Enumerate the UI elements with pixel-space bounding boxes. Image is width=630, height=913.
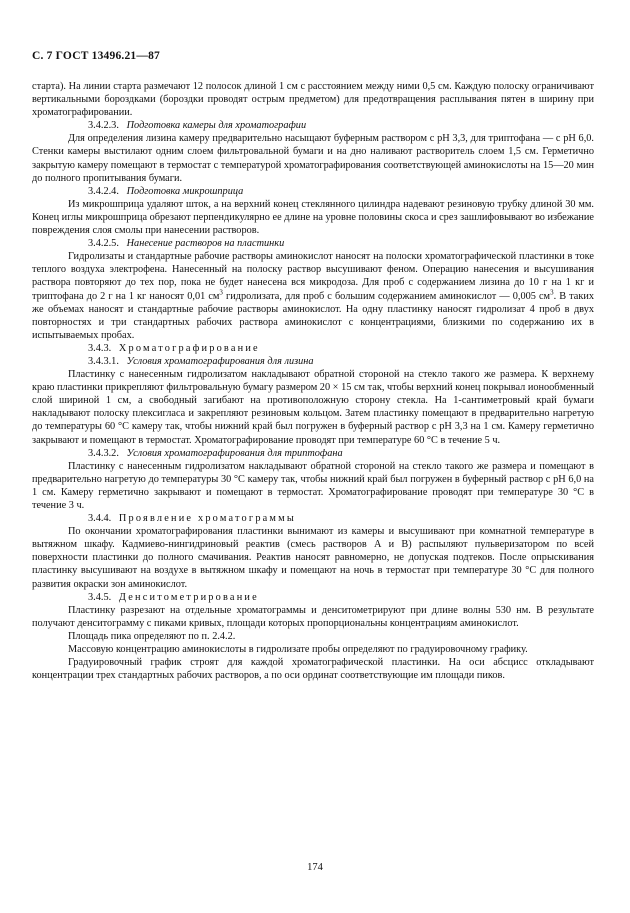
section-title: Денситометрирование	[118, 591, 259, 603]
superscript: 3	[219, 288, 223, 297]
paragraph: Площадь пика определяют по п. 2.4.2.	[68, 630, 236, 642]
section-number: 3.4.2.4.	[88, 185, 119, 197]
section-number: 3.4.2.5.	[88, 238, 119, 250]
section-title: Подготовка камеры для хроматографии	[126, 120, 307, 132]
paragraph: По окончании хроматографирования пластинки вынимают из камеры и высушивают при комнатной температуре в вытяжном шкафу. Кадмиево-нингидриновый реактив (смесь растворов А и В) распыляют пульверизатором по всей поверхности пластинки до полного смачивания. Реактив наносят равномерно, не допуская подтеков. После опрыскивания пластинку высушивают на воздухе в вытяжном шкафу и помещают на ночь в термостат при температуре 30 °С для полного развития окраски зон аминокислот.	[32, 526, 594, 590]
section-number: 3.4.2.3.	[88, 120, 119, 132]
section-heading-3-4-3	[32, 342, 594, 355]
section-heading-3-4-2-4	[32, 185, 594, 198]
section-heading-3-4-5	[32, 591, 594, 604]
paragraph-text: . В таких же объемах наносят и стандартные рабочие растворы аминокислот. На одну пластинку наносят гидролизат 4 проб в двух повторностях и три стандартных рабочих раствора аминокислот с концентрациями, близкими по содержанию их в испытываемых пробах.	[32, 290, 595, 341]
superscript: 3	[550, 288, 554, 297]
section-heading-3-4-2-3	[32, 119, 594, 132]
section-heading-3-4-3-1	[32, 355, 594, 368]
section-number: 3.4.3.2.	[88, 447, 119, 459]
paragraph: Градуировочный график строят для каждой хроматографической пластинки. На оси абсцисс откладывают концентрации трех стандартных рабочих растворов, а по оси ординат соответствующие им площади пиков.	[32, 657, 594, 682]
page-number: 174	[307, 862, 323, 873]
paragraph: Из микрошприца удаляют шток, а на верхний конец стеклянного цилиндра надевают резиновую трубку длиной 30 мм. Конец иглы микрошприца обрезают перпендикулярно ее длине на уровне половины скоса и срез зашлифовывают во избежание повреждения слоя смолы при нанесении растворов.	[32, 198, 594, 237]
paragraph: Пластинку разрезают на отдельные хроматограммы и денситометрируют при длине волны 530 нм. В результате получают денситограмму с пиками кривых, площади которых пропорциональны концентрациям аминокислот.	[32, 604, 594, 629]
section-heading-3-4-4	[32, 512, 594, 525]
section-title: Условия хроматографирования для лизина	[126, 355, 314, 367]
section-title: Проявление хроматограммы	[118, 513, 296, 525]
page-header: С. 7 ГОСТ 13496.21—87	[32, 50, 160, 62]
section-heading-3-4-3-2	[32, 447, 594, 460]
section-number: 3.4.3.	[88, 342, 112, 354]
section-number: 3.4.5.	[88, 591, 112, 603]
section-heading-3-4-2-5	[32, 237, 594, 250]
document-body	[32, 80, 594, 682]
section-title: Подготовка микрошприца	[126, 185, 244, 197]
paragraph-text: гидролизата, для проб с большим содержанием аминокислот — 0,005 см	[222, 290, 551, 302]
paragraph-continuation: старта). На линии старта размечают 12 полосок длиной 1 см с расстоянием между ними 0,5 см. Каждую полоску ограничивают вертикальными бороздками (бороздки проводят острым предметом) для предотвращения расплывания пятен в ширину при хроматографировании.	[32, 81, 594, 119]
section-title: Условия хроматографирования для триптофана	[126, 447, 343, 459]
paragraph: Пластинку с нанесенным гидролизатом накладывают обратной стороной на стекло такого же размера. К верхнему краю пластинки прикрепляют фильтровальную бумагу размером 20 × 15 см так, чтобы верхний конец покрывал ионообменный слой шириной 1 см, а свободный загибают на противоположную сторону стекла. На 1-сантиметровый край бумаги накладывают полоску плексигласа и закрепляют резиновым кольцом. Затем пластинку помещают в предварительно нагретую до температуры 60 °С камеру так, чтобы нижний край был погружен в буферный раствор с pH 3,3 на 1 см. Камеру герметично закрывают и помещают в термостат. Хроматографирование проводят при температуре 60 °С в течение 5 ч.	[32, 369, 594, 446]
paragraph	[32, 250, 594, 342]
paragraph: Для определения лизина камеру предварительно насыщают буферным раствором с pH 3,3, для триптофана — с pH 6,0. Стенки камеры выстилают одним слоем фильтровальной бумаги и на дно наливают растворитель слоем 1,5 см. Герметично закрытую камеру помещают в термостат с температурой хроматографирования соответствующей аминокислоты на 15—20 мин до полного пропитывания бумаги.	[32, 133, 594, 184]
paragraph-text: Гидролизаты и стандартные рабочие растворы аминокислот наносят на полоски хроматографической пластинки в токе теплого воздуха электрофена. Нанесенный на полоску раствор высушивают феном. Операцию нанесения и высушивания раствора повторяют до тех пор, пока не будет нанесена вся микродоза. Для проб с содержанием лизина до 10 г на 1 кг и триптофана до 2 г на 1 кг наносят 0,01 см	[32, 251, 594, 302]
section-number: 3.4.4.	[88, 513, 112, 525]
section-number: 3.4.3.1.	[88, 355, 119, 367]
paragraph: Массовую концентрацию аминокислоты в гидролизате пробы определяют по градуировочному графику.	[68, 644, 528, 656]
paragraph: Пластинку с нанесенным гидролизатом накладывают обратной стороной на стекло такого же размера и помещают в предварительно нагретую до температуры 30 °С камеру так, чтобы нижний край был погружен в буферный раствор с pH 6,0 на 1 см. Камеру герметично закрывают и помещают в термостат. Хроматографирование проводят при температуре 30 °С в течение 3 ч.	[32, 460, 594, 511]
section-title: Хроматографирование	[118, 342, 260, 354]
section-title: Нанесение растворов на пластинки	[126, 238, 285, 250]
